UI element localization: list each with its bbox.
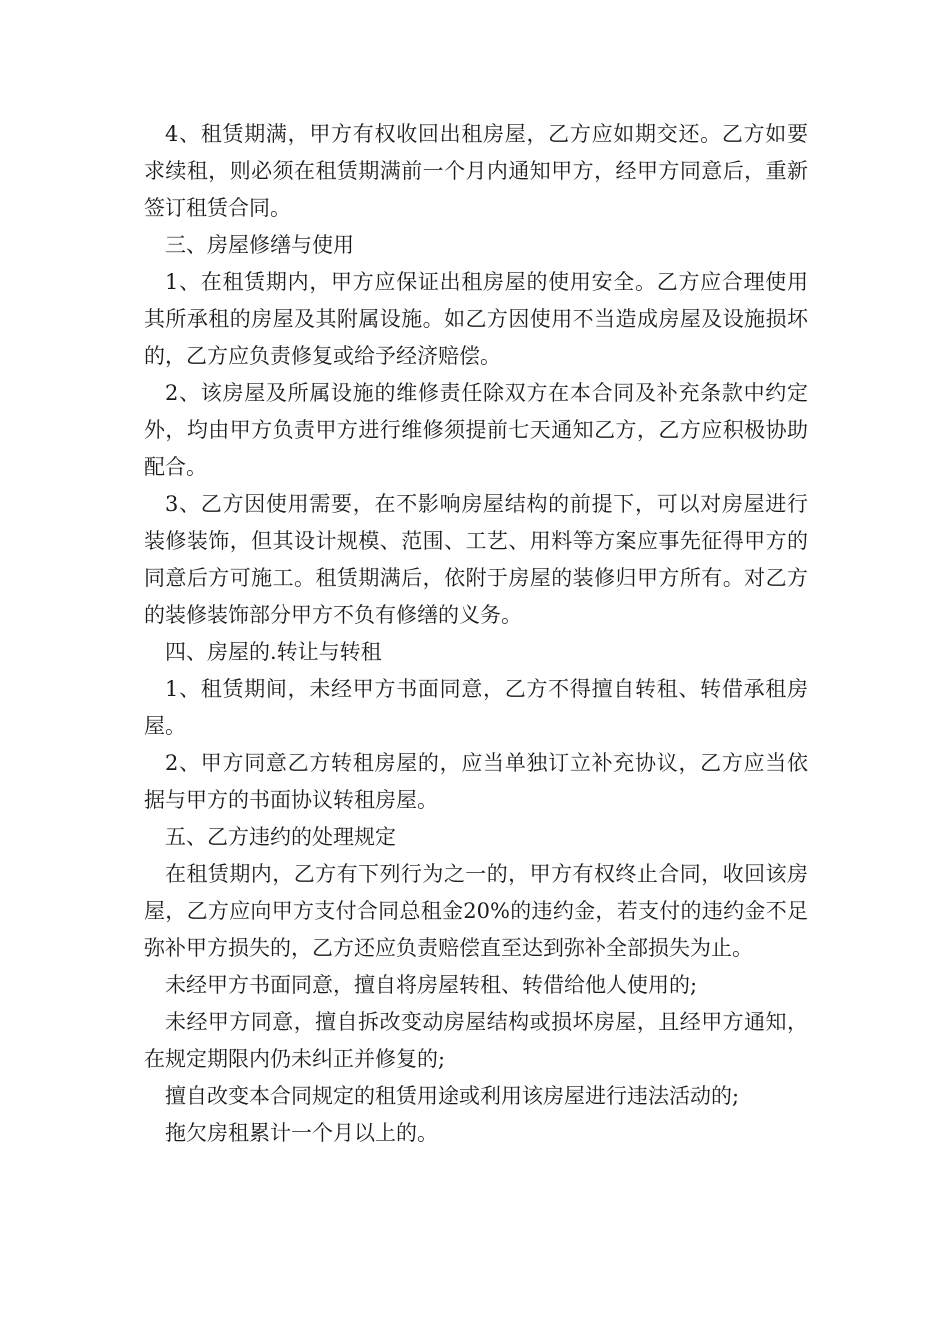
paragraph-renewal: 4、租赁期满，甲方有权收回出租房屋，乙方应如期交还。乙方如要求续租，则必须在租赁期满前一个月内通知甲方，经甲方同意后，重新签订租赁合同。 [144,122,808,220]
document-body [144,116,808,1152]
paragraph-breach-intro: 在租赁期内，乙方有下列行为之一的，甲方有权终止合同，收回该房屋，乙方应向甲方支付合同总租金20%的违约金，若支付的违约金不足弥补甲方损失的，乙方还应负责赔偿直至达到弥补全部损失为止。 [144,862,808,960]
paragraph-maintenance-2: 2、该房屋及所属设施的维修责任除双方在本合同及补充条款中约定外，均由甲方负责甲方进行维修须提前七天通知乙方，乙方应积极协助配合。 [144,381,808,479]
paragraph-transfer-1: 1、租赁期间，未经甲方书面同意，乙方不得擅自转租、转借承租房屋。 [144,677,808,738]
paragraph-breach-item-4: 拖欠房租累计一个月以上的。 [165,1121,438,1145]
section-heading-maintenance: 三、房屋修缮与使用 [165,233,354,257]
paragraph-breach-item-1: 未经甲方书面同意，擅自将房屋转租、转借给他人使用的; [165,973,698,997]
paragraph-maintenance-3: 3、乙方因使用需要，在不影响房屋结构的前提下，可以对房屋进行装修装饰，但其设计规模、范围、工艺、用料等方案应事先征得甲方的同意后方可施工。租赁期满后，依附于房屋的装修归甲方所有。对乙方的装修装饰部分甲方不负有修缮的义务。 [144,492,808,627]
paragraph-breach-item-3: 擅自改变本合同规定的租赁用途或利用该房屋进行违法活动的; [165,1084,740,1108]
section-heading-transfer: 四、房屋的.转让与转租 [165,640,382,664]
paragraph-maintenance-1: 1、在租赁期内，甲方应保证出租房屋的使用安全。乙方应合理使用其所承租的房屋及其附属设施。如乙方因使用不当造成房屋及设施损坏的，乙方应负责修复或给予经济赔偿。 [144,270,808,368]
section-heading-breach: 五、乙方违约的处理规定 [165,825,396,849]
paragraph-breach-item-2: 未经甲方同意，擅自拆改变动房屋结构或损坏房屋，且经甲方通知，在规定期限内仍未纠正并修复的; [144,1010,808,1071]
paragraph-transfer-2: 2、甲方同意乙方转租房屋的，应当单独订立补充协议，乙方应当依据与甲方的书面协议转租房屋。 [144,751,808,812]
